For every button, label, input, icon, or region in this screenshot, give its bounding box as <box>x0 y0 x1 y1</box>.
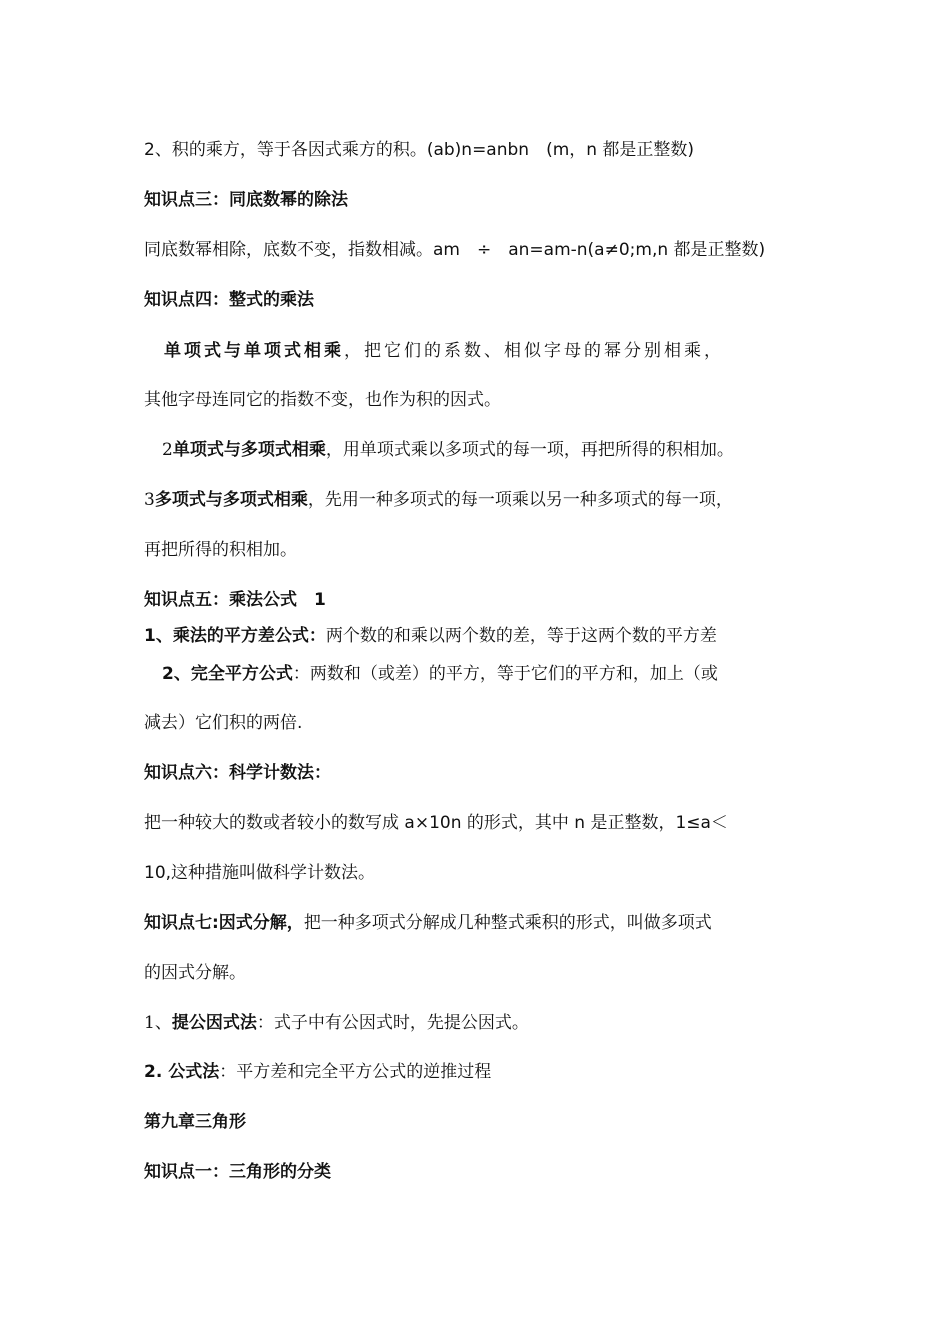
text-rest: ：平方差和完全平方公式的逆推过程 <box>219 1062 492 1082</box>
text-rest: ，把它们的系数、相似字母的幂分别相乘， <box>344 341 724 361</box>
heading-knowledge-4 <box>144 288 314 312</box>
text-line <box>144 138 694 162</box>
text-product-power: 2、积的乘方，等于各因式乘方的积。(ab)n=anbn (m，n 都是正整数) <box>144 140 695 160</box>
text-rest: ，先用一种多项式的每一项乘以另一种多项式的每一项， <box>307 490 733 510</box>
heading-knowledge-6 <box>144 761 331 785</box>
text-rest: ，用单项式乘以多项式的每一项，再把所得的积相加。 <box>325 440 734 460</box>
chapter-title <box>144 1110 246 1134</box>
text-line <box>144 238 765 262</box>
term-mono-mono: 单项式与单项式相乘 <box>164 341 344 361</box>
text-continuation: 减去）它们积的两倍. <box>144 713 303 733</box>
heading-text: 知识点四：整式的乘法 <box>144 290 314 310</box>
heading-text: 第九章三角形 <box>144 1112 246 1132</box>
text-line <box>144 811 728 835</box>
text-line <box>144 538 297 562</box>
text-rest: ：式子中有公因式时，先提公因式。 <box>256 1013 529 1033</box>
term-mono-poly: 单项式与多项式相乘 <box>172 440 326 460</box>
item-number: 2 <box>162 440 173 460</box>
text-line <box>162 438 734 462</box>
text-rest: ：两数和（或差）的平方，等于它们的平方和，加上（或 <box>292 664 718 684</box>
heading-text: 知识点六：科学计数法： <box>144 763 331 783</box>
text-line <box>144 961 246 985</box>
text-line <box>164 339 724 363</box>
text-line <box>144 861 375 885</box>
text-line <box>162 662 718 686</box>
text-continuation: 10,这种措施叫做科学计数法。 <box>144 863 376 883</box>
text-line <box>144 488 733 512</box>
text-line <box>144 911 712 935</box>
heading-text: 知识点三：同底数幂的除法 <box>144 190 348 210</box>
term-perfect-square: 2、完全平方公式 <box>162 664 293 684</box>
text-division-rule: 同底数幂相除，底数不变，指数相减。am ÷ an=am-n(a≠0;m,n 都是正整数) <box>144 240 766 260</box>
text-rest: 两个数的和乘以两个数的差，等于这两个数的平方差 <box>325 626 717 646</box>
heading-knowledge-1 <box>144 1160 331 1184</box>
heading-knowledge-7: 知识点七:因式分解， <box>144 913 304 933</box>
heading-knowledge-5 <box>144 588 326 612</box>
text-continuation: 再把所得的积相加。 <box>144 540 297 560</box>
text-continuation: 其他字母连同它的指数不变，也作为积的因式。 <box>144 390 501 410</box>
item-number: 3 <box>144 490 155 510</box>
heading-text: 知识点一：三角形的分类 <box>144 1162 331 1182</box>
term-common-factor: 提公因式法 <box>171 1013 257 1033</box>
term-poly-poly: 多项式与多项式相乘 <box>154 490 308 510</box>
text-rest: 把一种多项式分解成几种整式乘积的形式，叫做多项式 <box>303 913 712 933</box>
item-number: 1、 <box>144 1013 172 1033</box>
text-continuation: 的因式分解。 <box>144 963 246 983</box>
text-line <box>144 388 501 412</box>
text-scientific-notation: 把一种较大的数或者较小的数写成 a×10n 的形式，其中 n 是正整数，1≤a＜ <box>144 813 728 833</box>
term-difference-of-squares: 1、乘法的平方差公式： <box>144 626 326 646</box>
text-line <box>144 711 302 735</box>
term-formula-method: 2. 公式法 <box>144 1062 220 1082</box>
heading-text: 知识点五：乘法公式 1 <box>144 590 326 610</box>
text-line <box>144 624 717 648</box>
text-line <box>144 1011 529 1035</box>
text-line <box>144 1060 491 1084</box>
heading-knowledge-3 <box>144 188 348 212</box>
